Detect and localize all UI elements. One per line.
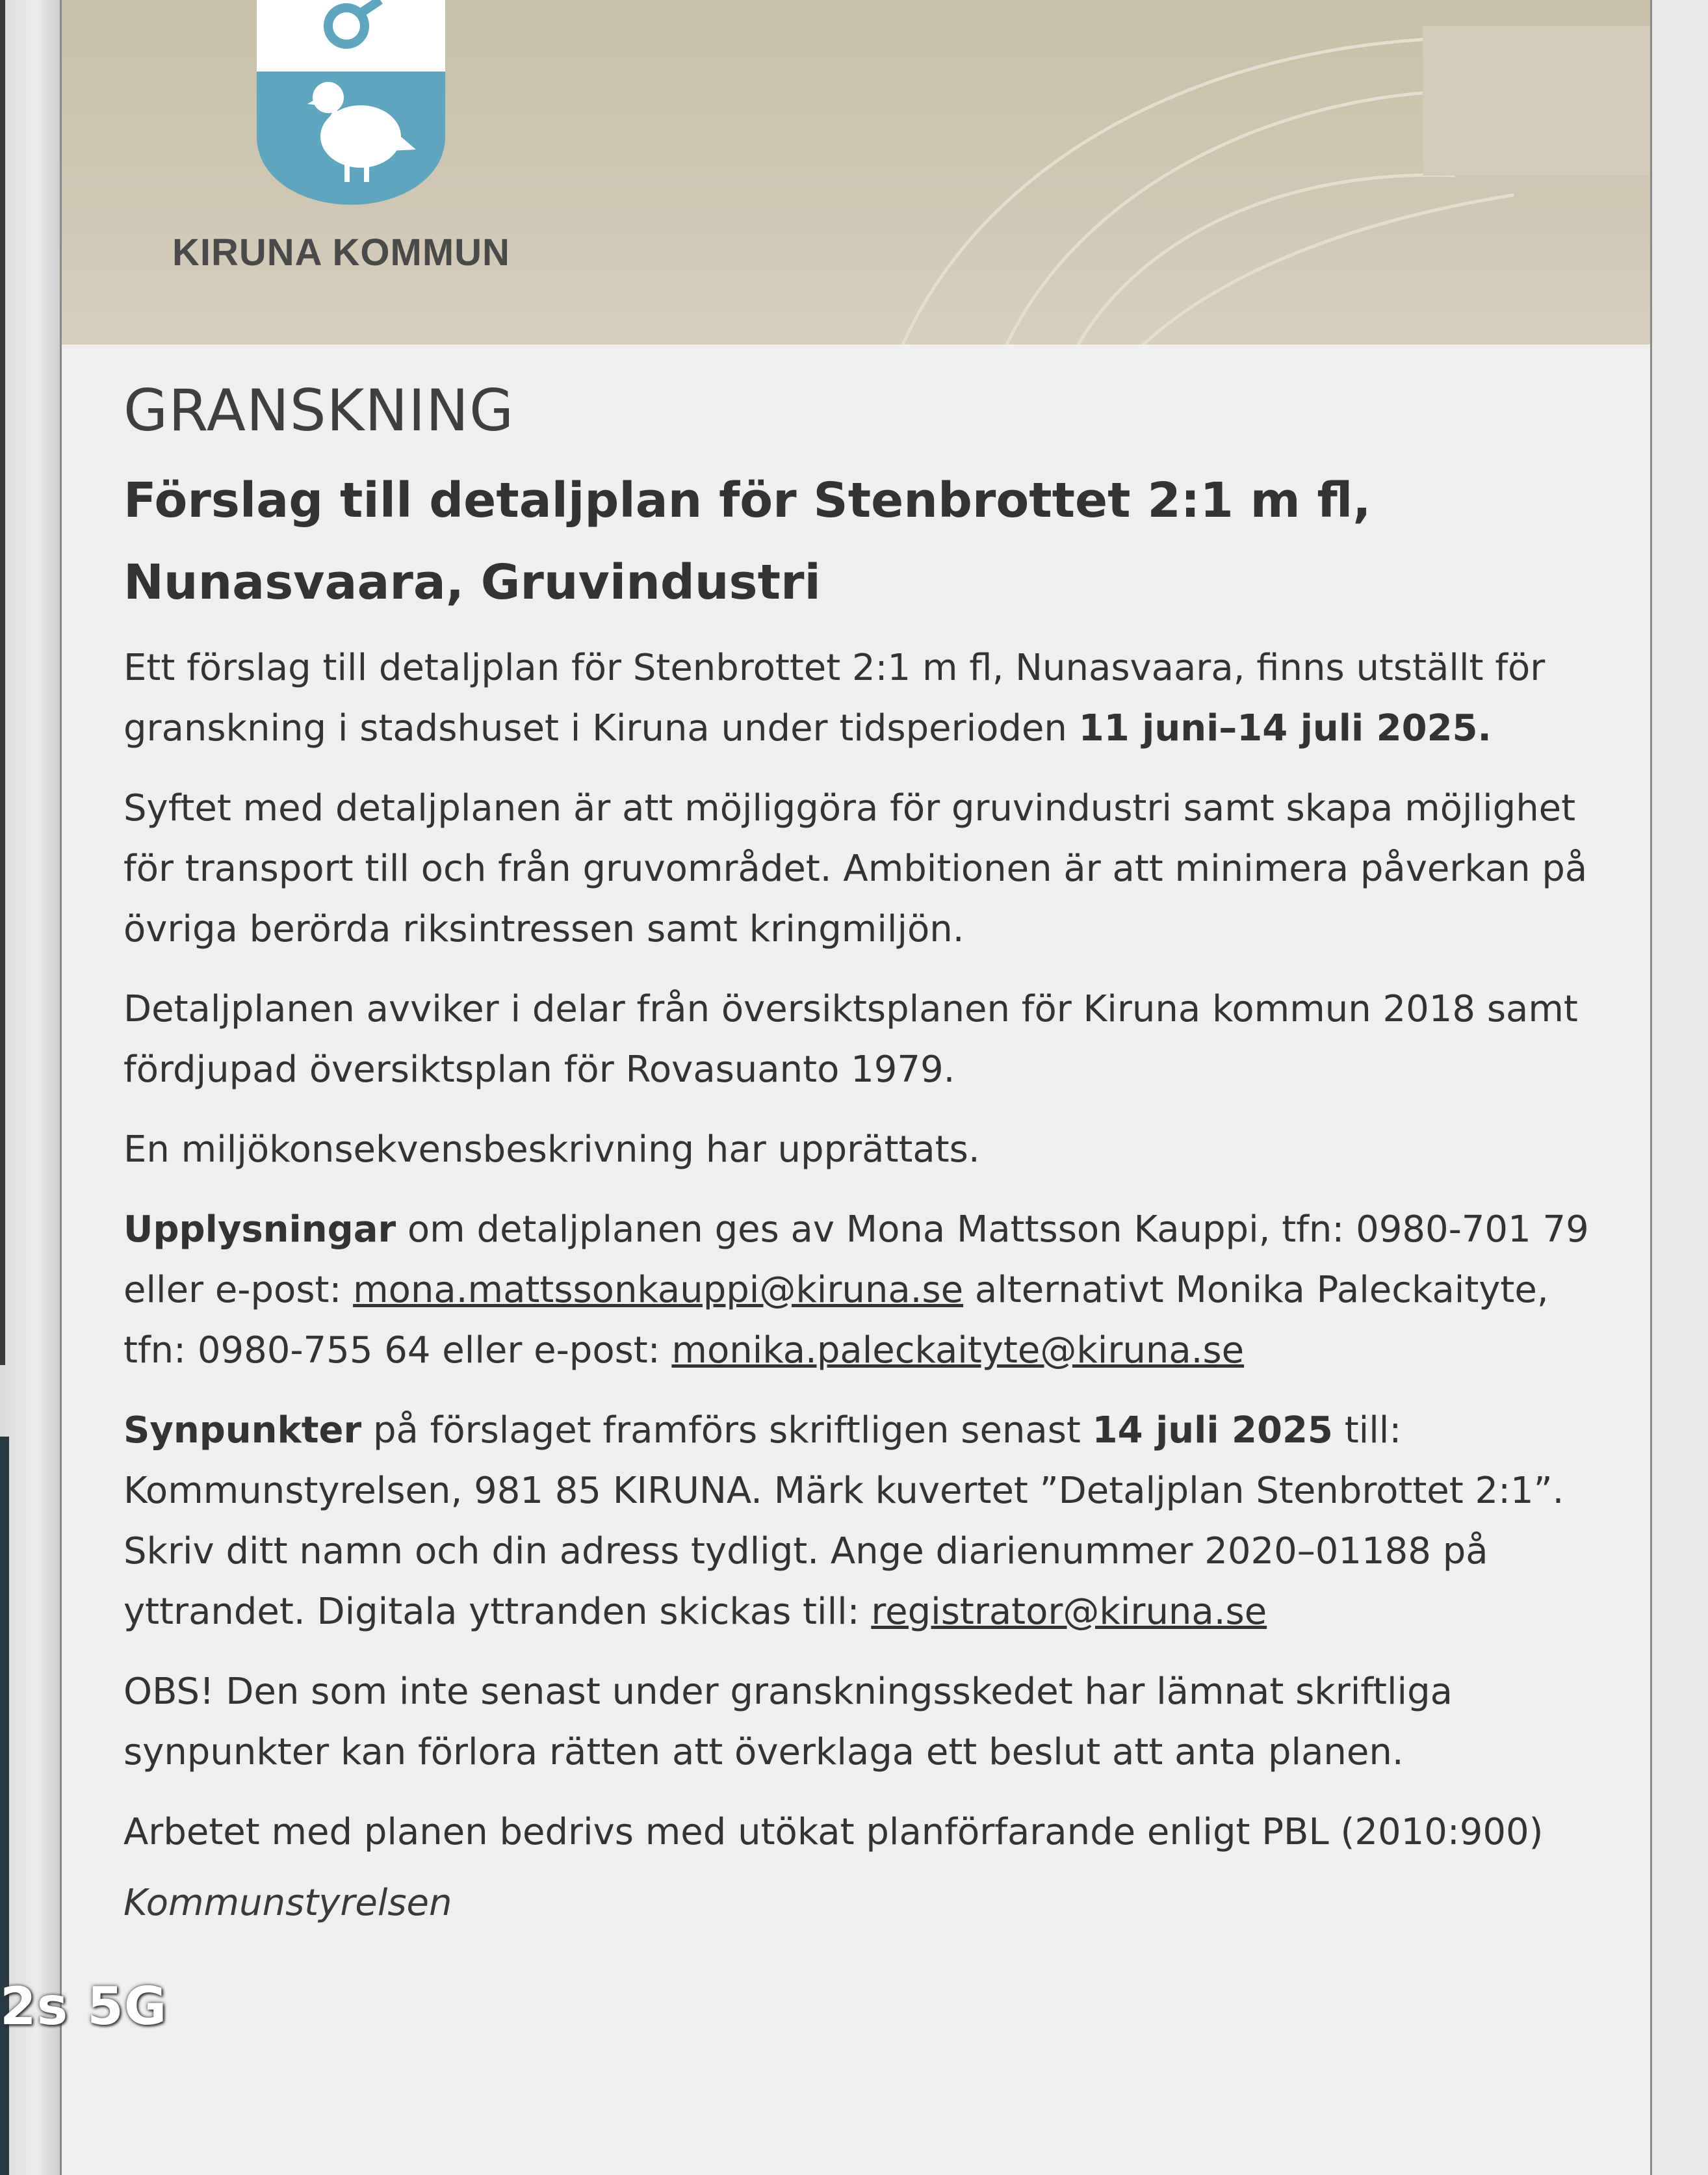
information-text-1: om detaljplanen ges av Mona Mattsson Kauppi, tfn: 0980-701 79 eller e-post: [123,1208,1589,1311]
header-band [62,0,1650,345]
status-overlay-text: 2s 5G [0,1976,168,2037]
comments-deadline: 14 juli 2025 [1092,1409,1333,1452]
org-name: KIRUNA KOMMUN [172,231,510,274]
adjacent-page-dark-strip [0,1437,9,2175]
paragraph-deviation: Detaljplanen avviker i delar från översiktsplanen för Kiruna kommun 2018 samt fördjupad översiktsplan för Rovasuanto 1979. [123,988,1578,1091]
exhibition-period: 11 juni–14 juli 2025. [1078,707,1492,749]
paragraph-eia: En miljökonsekvensbeskrivning har upprättats. [123,1128,980,1171]
paragraph-obs: OBS! Den som inte senast under granskningsskedet har lämnat skriftliga synpunkter kan förlora rätten att överklaga ett beslut att anta planen. [123,1671,1453,1773]
signature: Kommunstyrelsen [123,1882,452,1924]
kiruna-crest-icon [257,0,445,208]
paragraph-procedure: Arbetet med planen bedrivs med utökat planförfarande enligt PBL (2010:900) [123,1811,1544,1853]
paragraph-comments [123,1400,1618,1642]
exhibition-text: Ett förslag till detaljplan för Stenbrottet 2:1 m fl, Nunasvaara, finns utställt för granskning i stadshuset i Kiruna under tidsperioden [123,647,1546,749]
public-notice-ad [60,0,1652,2175]
comments-text-1: på förslaget framförs skriftligen senast [361,1409,1093,1452]
paragraph-exhibition [123,638,1618,759]
information-label: Upplysningar [123,1208,396,1251]
page-edge-shadow [0,0,5,1365]
comments-text-2: till: Kommunstyrelsen, 981 85 KIRUNA. Märk kuvertet ”Detaljplan Stenbrottet 2:1”. Skriv ditt namn och din adress tydligt. Ange diarienummer 2020–01188 på yttrandet. Digitala yttranden skickas till: [123,1409,1564,1633]
notice-content [123,377,1618,1924]
notice-kicker: GRANSKNING [123,377,515,444]
paragraph-information [123,1199,1618,1381]
decorative-arcs [805,0,1650,345]
information-text-2: alternativt Monika Paleckaityte, tfn: 0980-755 64 eller e-post: [123,1269,1549,1372]
email-link-registrator[interactable]: registrator@kiruna.se [871,1591,1267,1633]
email-link-monika[interactable]: monika.paleckaityte@kiruna.se [671,1329,1245,1372]
notice-title: Förslag till detaljplan för Stenbrottet 2:1 m fl, Nunasvaara, Gruvindustri [123,473,1371,610]
paragraph-purpose: Syftet med detaljplanen är att möjliggöra för gruvindustri samt skapa möjlighet för transport till och från gruvområdet. Ambitionen är att minimera påverkan på övriga berörda riksintressen samt kringmiljön. [123,787,1588,950]
comments-label: Synpunkter [123,1409,362,1452]
email-link-mona[interactable]: mona.mattssonkauppi@kiruna.se [353,1269,964,1311]
